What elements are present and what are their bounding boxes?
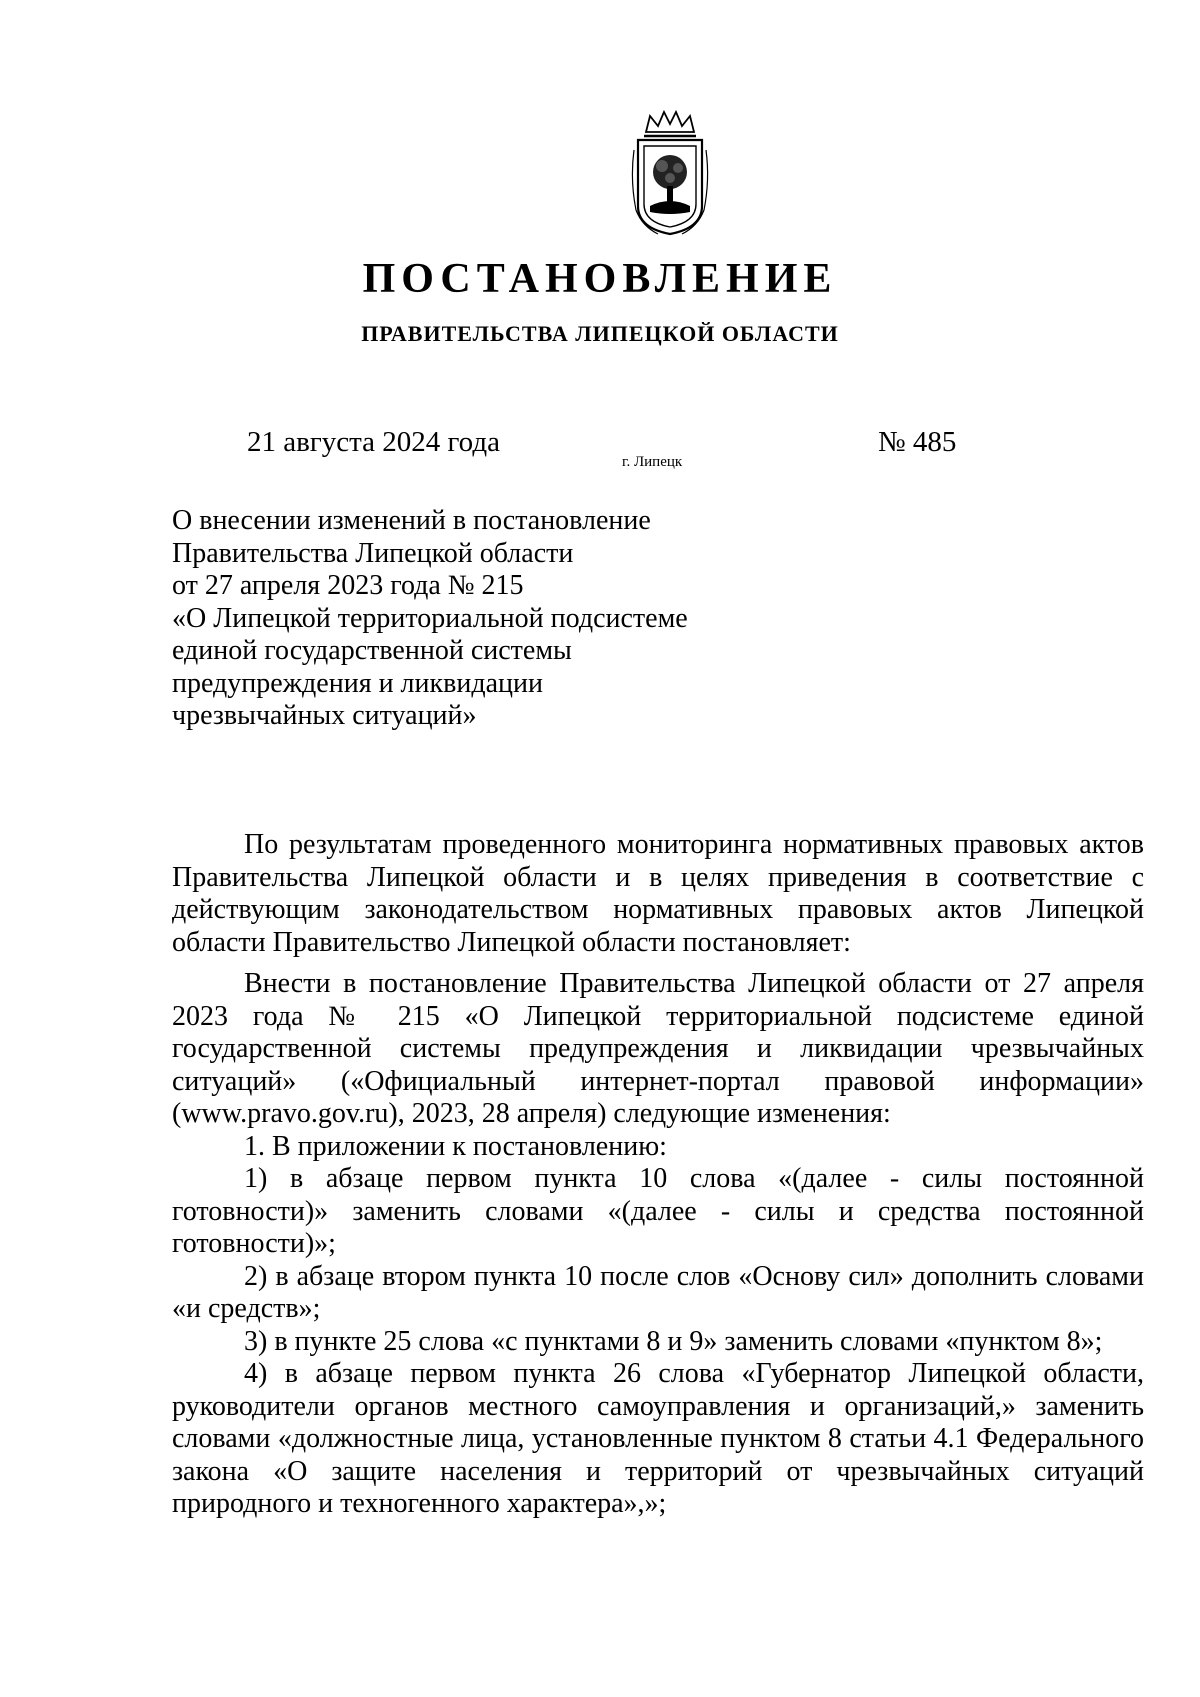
body-paragraph: 3) в пункте 25 слова «с пунктами 8 и 9» заменить словами «пунктом 8»; — [244, 1325, 1103, 1357]
document-heading — [172, 505, 772, 733]
heading-line: О внесении изменений в постановление — [172, 505, 651, 536]
heading-line: предупреждения и ликвидации — [172, 667, 543, 699]
heading-line: Правительства Липецкой области — [172, 537, 574, 569]
document-subtitle: ПРАВИТЕЛЬСТВА ЛИПЕЦКОЙ ОБЛАСТИ — [361, 321, 839, 346]
document-city: г. Липецк — [622, 454, 683, 470]
heading-line: «О Липецкой территориальной подсистеме — [172, 602, 688, 634]
heading-line: чрезвычайных ситуаций» — [172, 700, 477, 731]
document-number: № 485 — [878, 426, 957, 458]
body-paragraph: Внести в постановление Правительства Липецкой области от 27 апреля 2023 года № 215 «О Липецкой территориальной подсистеме единой государственной системы предупреждения и ликвидации чрезвычайных ситуаций» («Официальный интернет-портал правовой информации» (www.pravo.gov.ru), 2023, 28 апреля) следующие изменения: — [172, 968, 1144, 1129]
body-paragraph: 2) в абзаце втором пункта 10 после слов «Основу сил» дополнить словами «и средств»; — [172, 1260, 1144, 1324]
document-body — [172, 829, 1144, 1521]
document-date: 21 августа 2024 года — [247, 426, 500, 458]
body-paragraph: 1. В приложении к постановлению: — [244, 1130, 667, 1162]
body-paragraph: 1) в абзаце первом пункта 10 слова «(далее - силы постоянной готовности)» заменить словами «(далее - силы и средства постоянной готовности)»; — [172, 1163, 1144, 1259]
heading-line: единой государственной системы — [172, 635, 572, 666]
heading-line: от 27 апреля 2023 года № 215 — [172, 570, 524, 601]
body-paragraph: По результатам проведенного мониторинга нормативных правовых актов Правительства Липецкой области и в целях приведения в соответствие с действующим законодательством нормативных правовых актов Липецкой области Правительство Липецкой области постановляет: — [172, 829, 1144, 958]
document-title: ПОСТАНОВЛЕНИЕ — [362, 256, 838, 302]
body-paragraph: 4) в абзаце первом пункта 26 слова «Губернатор Липецкой области, руководители органов местного самоуправления и организаций,» заменить словами «должностные лица, установленные пунктом 8 статьи 4.1 Федерального закона «О защите населения и территорий от чрезвычайных ситуаций природного и техногенного характера»,»; — [172, 1358, 1144, 1519]
lipetsk-coat-of-arms-icon — [628, 110, 712, 238]
